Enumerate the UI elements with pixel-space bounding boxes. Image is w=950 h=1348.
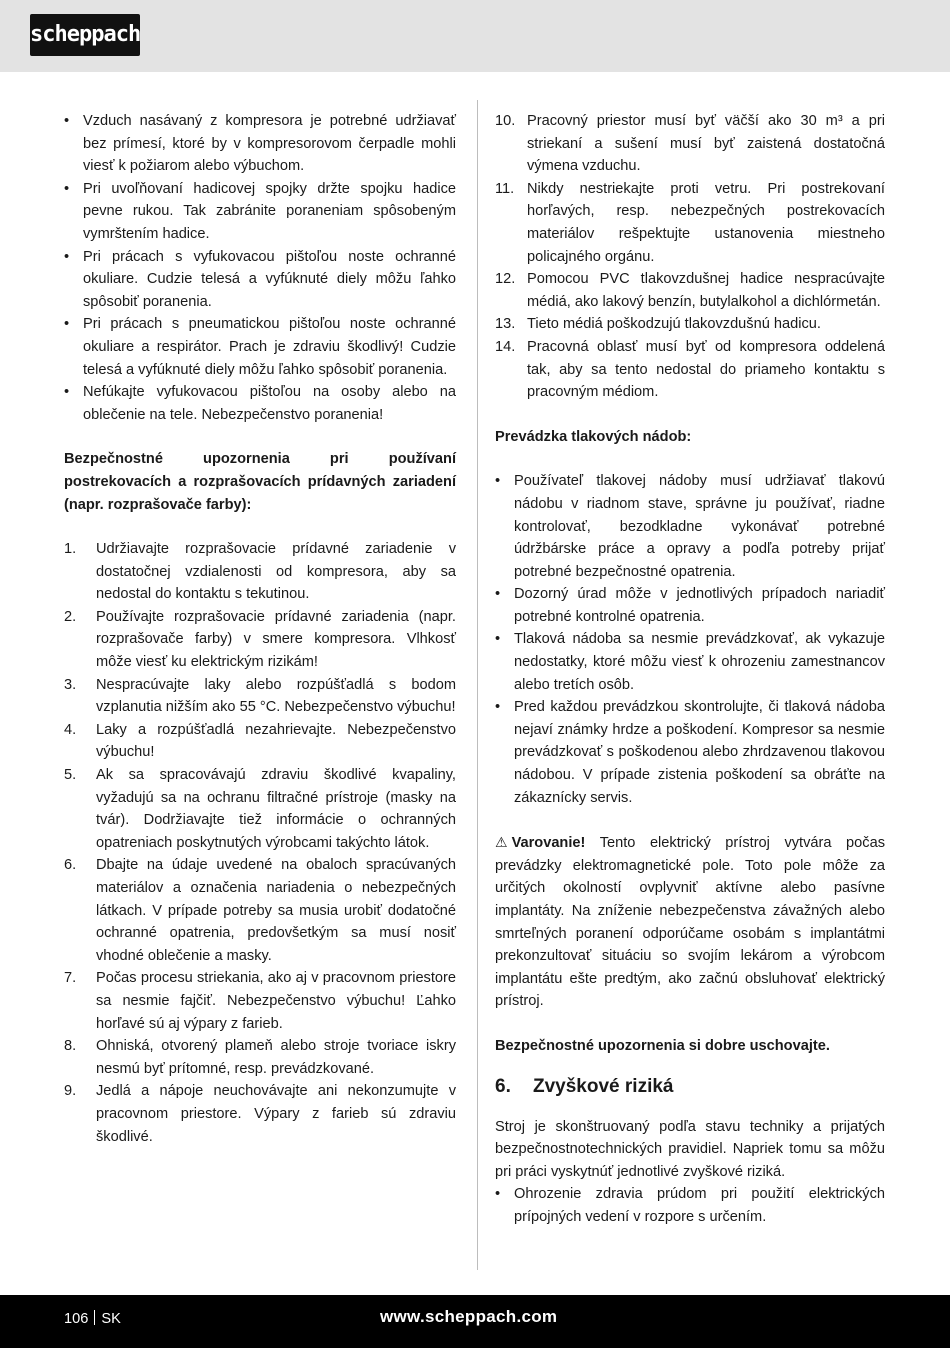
list-item: 1. Udržiavajte rozprašovacie prídavné zariadenie v dostatočnej vzdialenosti od kompresora, aby sa nedostal do kontaktu s tekutinou. <box>64 541 456 603</box>
list-item: • Vzduch nasávaný z kompresora je potrebné udržiavať bez prímesí, ktoré by v kompresorovom čerpadle mohli viesť k požiarom alebo výbuchom. <box>64 110 456 178</box>
list-item: • Ohrozenie zdravia prúdom pri použití elektrických prípojných vedení v rozpore s určením. <box>495 1183 885 1228</box>
list-item: 7. Počas procesu striekania, ako aj v pracovnom priestore sa nesmie fajčiť. Nebezpečenstvo výbuchu! Ľahko horľavé sú aj výpary z farieb. <box>64 970 456 1032</box>
pressure-vessel-list <box>495 470 885 809</box>
list-item: 8. Ohniská, otvorený plameň alebo stroje tvoriace iskry nesmú byť prítomné, resp. prevádzkované. <box>64 1038 456 1077</box>
list-item: 14. Pracovná oblasť musí byť od kompresora oddelená tak, aby sa tento nedostal do priameho kontaktu s pracovným médiom. <box>495 338 885 401</box>
list-item: • Pri prácach s pneumatickou pištoľou noste ochranné okuliare a respirátor. Prach je zdraviu škodlivý! Cudzie telesá a vyfúknuté diely môžu ľahko spôsobiť poranenia. <box>64 313 456 381</box>
list-item: • Dozorný úrad môže v jednotlivých prípadoch nariadiť potrebné kontrolné opatrenia. <box>495 583 885 628</box>
section-text: Stroj je skonštruovaný podľa stavu techniky a prijatých bezpečnostnotechnických pravidiel. Napriek tomu sa môžu pri práci vyskytnúť jednotlivé zvyškové riziká. <box>495 1118 885 1180</box>
list-item: • Nefúkajte vyfukovacou pištoľou na osoby alebo na oblečenie na tele. Nebezpečenstvo poranenia! <box>64 381 456 426</box>
list-item: 2. Používajte rozprašovacie prídavné zariadenia (napr. rozprašovače farby) v smere kompresora. Vlhkosť môže viesť ku elektrickým rizikám! <box>64 608 456 671</box>
list-item: 10. Pracovný priestor musí byť väčší ako 30 m³ a pri striekaní a sušení musí byť zaistená dostatočná výmena vzduchu. <box>495 113 885 175</box>
column-divider <box>477 100 478 1270</box>
right-column <box>495 110 885 1229</box>
keep-instructions-heading: Bezpečnostné upozornenia si dobre uschovajte. <box>495 1037 830 1054</box>
list-item: • Používateľ tlakovej nádoby musí udržiavať tlakovú nádobu v riadnom stave, správne ju používať, riadne kontrolovať, bezodkladne vykonávať potrebné údržbárske práce a opravy a podľa potreby prijať potrebné bezpečnostné opatrenia. <box>495 470 885 583</box>
residual-risks-list <box>495 1183 885 1228</box>
warning-triangle-icon: ⚠ <box>495 834 508 851</box>
list-item: 11. Nikdy nestriekajte proti vetru. Pri postrekovaní horľavých, resp. nebezpečných postrekovacích materiálov rešpektujte ustanovenia miestneho policajného orgánu. <box>495 180 885 265</box>
spray-safety-list-continued <box>495 110 885 404</box>
list-item: 13. Tieto médiá poškodzujú tlakovzdušnú hadicu. <box>495 316 821 333</box>
list-item: • Tlaková nádoba sa nesmie prevádzkovať, ak vykazuje nedostatky, ktoré môžu viesť k ohrozeniu zamestnancov alebo tretích osôb. <box>495 628 885 696</box>
list-item: 3. Nespracúvajte laky alebo rozpúšťadlá s bodom vzplanutia nižším ako 55 °C. Nebezpečenstvo výbuchu! <box>64 676 456 716</box>
list-item: 4. Laky a rozpúšťadlá nezahrievajte. Nebezpečenstvo výbuchu! <box>64 721 456 761</box>
brand-logo: scheppach <box>30 14 140 56</box>
list-item: 12. Pomocou PVC tlakovzdušnej hadice nespracúvajte médiá, ako lakový benzín, butylalkohol a dichlórmetán. <box>495 271 885 310</box>
left-column <box>64 110 456 1148</box>
spray-safety-list <box>64 538 456 1148</box>
list-item: • Pri uvoľňovaní hadicovej spojky držte spojku hadice pevne rukou. Tak zabránite poraneniam spôsobeným vymrštením hadice. <box>64 178 456 246</box>
page-number: 106 SK <box>64 1311 121 1327</box>
list-item: • Pri prácach s vyfukovacou pištoľou noste ochranné okuliare. Cudzie telesá a vyfúknuté diely môžu ľahko spôsobiť poranenia. <box>64 246 456 314</box>
warning-label: Varovanie! <box>511 835 586 852</box>
warning-text: Tento elektrický prístroj vytvára počas prevádzky elektromagnetické pole. Toto pole môže za určitých okolností ovplyvniť aktívne alebo pasívne implantáty. Na zníženie nebezpečenstva závažných alebo smrteľných poranení odporúčame osobám s implantátmi prekonzultovať situáciu so svojím lekárom a výrobcom implantátu ešte predtým, ako začnú obsluhovať elektrický prístroj. <box>495 835 885 1010</box>
spray-safety-heading: Bezpečnostné upozornenia pri používaní postrekovacích a rozprašovacích prídavných zariadení (napr. rozprašovače farby): <box>64 451 456 513</box>
section-title: 6. Zvyškové riziká <box>495 1075 674 1097</box>
pressure-vessel-heading: Prevádzka tlakových nádob: <box>495 428 692 445</box>
compressor-safety-list <box>64 110 456 426</box>
page-header <box>0 0 950 72</box>
list-item: 9. Jedlá a nápoje neuchovávajte ani nekonzumujte v pracovnom priestore. Výpary z farieb sú zdraviu škodlivé. <box>64 1083 456 1145</box>
page-footer <box>0 1295 950 1348</box>
website-link[interactable]: www.scheppach.com <box>380 1307 558 1326</box>
list-item: 5. Ak sa spracovávajú zdraviu škodlivé kvapaliny, vyžadujú sa na ochranu filtračné prístroje (masky na tvár). Dodržiavajte tiež informácie o ochranných opatreniach poskytnutých výrobcami takýchto látok. <box>64 767 456 851</box>
warning-paragraph <box>495 831 885 1013</box>
list-item: • Pred každou prevádzkou skontrolujte, či tlaková nádoba nejaví známky hrdze a poškodení. Kompresor sa nesmie prevádzkovať s poškodenou alebo zhrdzavenou tlakovou nádobou. V prípade zistenia poškodení sa obráťte na zákaznícky servis. <box>495 696 885 809</box>
list-item: 6. Dbajte na údaje uvedené na obaloch spracúvaných materiálov a označenia nariadenia o nebezpečných látkach. V prípade potreby sa musia urobiť dodatočné ochranné opatrenia, predovšetkým sa musí nosiť vhodné oblečenie a masky. <box>64 857 456 964</box>
separator <box>94 1310 95 1325</box>
